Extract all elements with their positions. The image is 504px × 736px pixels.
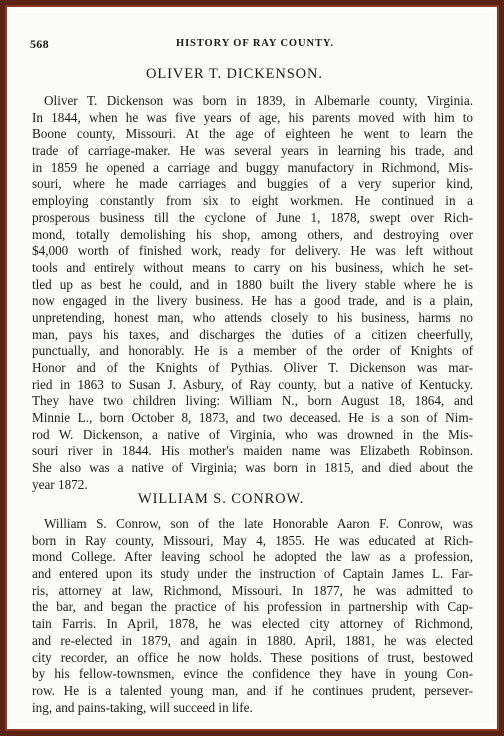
text-line: William S. Conrow, son of the late Honorable Aaron F. Conrow, was xyxy=(44,516,473,531)
text-line: and entered upon its study under the instruction of Captain James L. Far- xyxy=(32,566,473,582)
page-header xyxy=(30,37,478,51)
text-line: Minnie L., born October 8, 1873, and two deceased. He is a son of Nim- xyxy=(32,410,473,426)
text-line: tain Farris. In April, 1878, he was elected city attorney of Richmond, xyxy=(32,616,473,632)
text-line: They have two children living: William N., born August 18, 1864, and xyxy=(32,393,473,409)
text-line: year 1872. xyxy=(32,476,88,492)
text-line: mond, totally demolishing his shop, among others, and destroying over xyxy=(32,226,473,242)
text-line: ing, and pains-taking, will succeed in life. xyxy=(32,699,253,715)
text-line: now engaged in the livery business. He has a good trade, and is a plain, xyxy=(32,293,473,309)
text-line: born in Ray county, Missouri, May 4, 1855. He was educated at Rich- xyxy=(32,532,473,548)
text-line: row. He is a talented young man, and if he continues prudent, persever- xyxy=(32,682,473,698)
text-line: ried in 1863 to Susan J. Asbury, of Ray county, but a native of Kentucky. xyxy=(32,376,473,392)
text-line: ris, attorney at law, Richmond, Missouri. In 1877, he was admitted to xyxy=(32,582,473,598)
text-line: man, pays his taxes, and discharges the duties of a citizen cheerfully, xyxy=(32,326,473,342)
text-line: rod W. Dickenson, a native of Virginia, who was drowned in the Mis- xyxy=(32,426,473,442)
text-line: employing constantly from six to eight workmen. He continued in a xyxy=(32,193,473,209)
text-line: prosperous business till the cyclone of June 1, 1878, swept over Rich- xyxy=(32,209,473,225)
text-line: Boone county, Missouri. At the age of eighteen he went to learn the xyxy=(32,126,473,142)
text-line: In 1844, when he was five years of age, his parents moved with him to xyxy=(32,109,473,125)
text-line: by his fellow-townsmen, evince the confidence they have in young Con- xyxy=(32,666,473,682)
text-line: punctually, and honorably. He is a member of the order of Knights of xyxy=(32,343,473,359)
text-line: tools and entirely without means to carry on his business, which he set- xyxy=(32,259,473,275)
text-line: Oliver T. Dickenson was born in 1839, in Albemarle county, Virginia. xyxy=(44,93,473,108)
text-line: the bar, and began the practice of his profession in partnership with Cap- xyxy=(32,599,473,615)
text-line: tled up as best he could, and in 1880 built the livery stable where he is xyxy=(32,276,473,292)
text-line: souri, where he made carriages and buggies of a very superior kind, xyxy=(32,176,473,192)
biography-oliver-dickenson xyxy=(32,93,473,494)
text-line: in 1859 he opened a carriage and buggy manufactory in Richmond, Mis- xyxy=(32,159,473,175)
text-line: city recorder, an office he now holds. These positions of trust, bestowed xyxy=(32,649,473,665)
biography-william-conrow xyxy=(32,516,473,716)
page-number: 568 xyxy=(30,37,49,51)
text-line: She also was a native of Virginia; was born in 1815, and died about the xyxy=(32,460,473,476)
text-line: and re-elected in 1879, and again in 1880. April, 1881, he was elected xyxy=(32,632,473,648)
text-line: $4,000 worth of finished work, ready for delivery. He was left without xyxy=(32,243,473,259)
running-head: HISTORY OF RAY COUNTY. xyxy=(176,38,334,49)
text-line: trade of carriage-maker. He was several years in learning his trade, and xyxy=(32,143,473,159)
section-heading-oliver-dickenson: OLIVER T. DICKENSON. xyxy=(146,66,323,82)
text-line: mond College. After leaving school he adopted the law as a profession, xyxy=(32,549,473,565)
text-line: unpretending, honest man, who attends closely to his business, harms no xyxy=(32,309,473,325)
text-line: Honor and of the Knights of Pythias. Oliver T. Dickenson was mar- xyxy=(32,360,473,375)
section-heading-william-conrow: WILLIAM S. CONROW. xyxy=(138,491,305,507)
text-line: souri river in 1844. His mother's maiden name was Elizabeth Robinson. xyxy=(32,443,473,459)
